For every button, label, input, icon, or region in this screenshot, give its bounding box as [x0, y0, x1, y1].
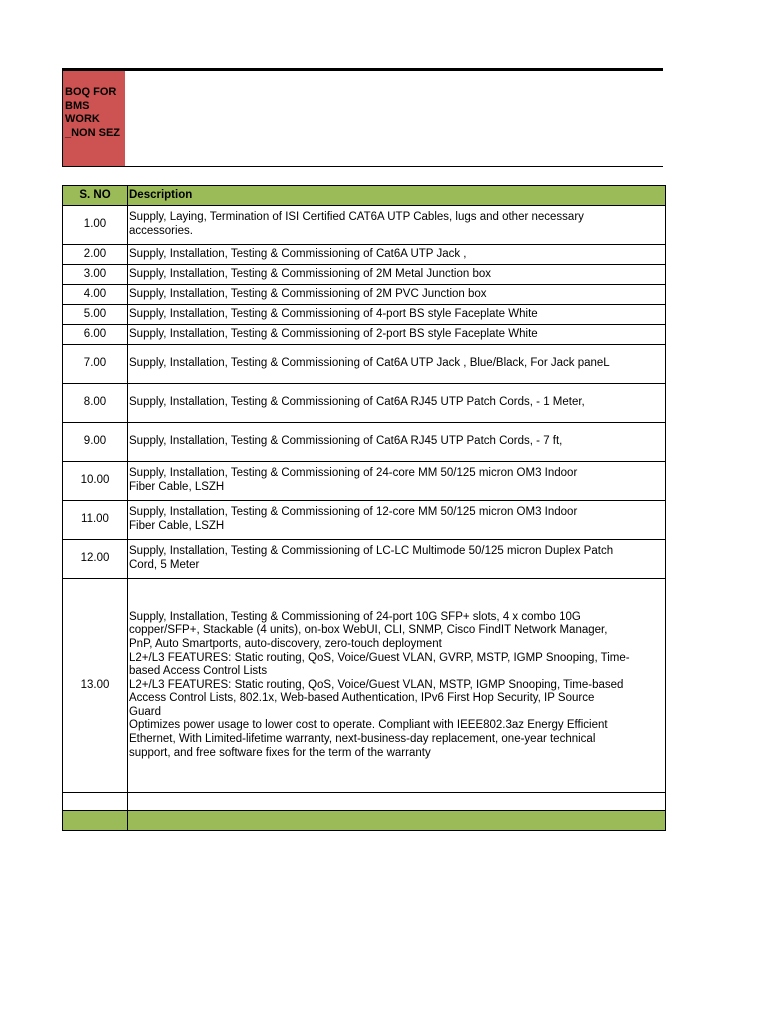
- row-description: [128, 579, 666, 793]
- description-line: Fiber Cable, LSZH: [129, 481, 225, 493]
- table-row: [63, 325, 666, 345]
- table-header-row: [63, 186, 666, 206]
- table-row: [63, 384, 666, 423]
- table-row: [63, 579, 666, 793]
- boq-title-cell: [63, 71, 125, 167]
- header-description: Description: [128, 186, 666, 206]
- empty-cell: [128, 793, 666, 811]
- table-row: [63, 345, 666, 384]
- description-line: Supply, Installation, Testing & Commissioning of 2M Metal Junction box: [129, 267, 492, 280]
- row-sno: 1.00: [63, 206, 128, 245]
- row-sno: 5.00: [63, 305, 128, 325]
- description-line: Supply, Installation, Testing & Commissioning of 4-port BS style Faceplate White: [129, 307, 538, 320]
- description-line: Optimizes power usage to lower cost to operate. Compliant with IEEE802.3az Energy Efficient: [129, 719, 608, 732]
- description-line: Supply, Installation, Testing & Commissioning of Cat6A RJ45 UTP Patch Cords, - 1 Meter,: [129, 396, 585, 409]
- description-line: support, and free software fixes for the term of the warranty: [129, 746, 431, 759]
- row-sno: 11.00: [63, 501, 128, 540]
- description-line: Supply, Installation, Testing & Commissioning of 12-core MM 50/125 micron OM3 Indoor: [129, 506, 578, 519]
- header-sno: S. NO: [63, 186, 128, 206]
- description-line: Cord, 5 Meter: [129, 559, 200, 571]
- row-description: [128, 265, 666, 285]
- total-cell: [63, 811, 128, 831]
- total-cell: [128, 811, 666, 831]
- table-row: [63, 462, 666, 501]
- description-line: based Access Control Lists: [129, 665, 268, 678]
- description-line: Supply, Installation, Testing & Commissioning of Cat6A RJ45 UTP Patch Cords, - 7 ft,: [129, 435, 563, 448]
- table-row: [63, 305, 666, 325]
- table-row: [63, 265, 666, 285]
- row-sno: 12.00: [63, 540, 128, 579]
- description-line: Supply, Installation, Testing & Commissioning of LC-LC Multimode 50/125 micron Duplex Patch: [129, 545, 614, 558]
- row-sno: 8.00: [63, 384, 128, 423]
- table-row: [63, 285, 666, 305]
- row-sno: 3.00: [63, 265, 128, 285]
- description-line: Supply, Laying, Termination of ISI Certified CAT6A UTP Cables, lugs and other necessary: [129, 211, 584, 224]
- description-line: Supply, Installation, Testing & Commissioning of 2-port BS style Faceplate White: [129, 327, 538, 340]
- description-line: copper/SFP+, Stackable (4 units), on-box WebUI, CLI, SNMP, Cisco FindIT Network Manager,: [129, 624, 608, 637]
- description-line: L2+/L3 FEATURES: Static routing, QoS, Voice/Guest VLAN, MSTP, IGMP Snooping, Time-based: [129, 678, 624, 691]
- row-sno: 4.00: [63, 285, 128, 305]
- description-line: accessories.: [129, 225, 193, 237]
- description-line: Supply, Installation, Testing & Commissioning of Cat6A UTP Jack , Blue/Black, For Jack paneL: [129, 357, 610, 370]
- row-sno: 2.00: [63, 245, 128, 265]
- row-sno: 6.00: [63, 325, 128, 345]
- row-description: [128, 245, 666, 265]
- description-line: Fiber Cable, LSZH: [129, 520, 225, 532]
- total-row: [63, 811, 666, 831]
- empty-row: [63, 793, 666, 811]
- top-border: [62, 68, 663, 71]
- title-line: BOQ FOR: [65, 86, 117, 98]
- title-line: WORK: [65, 113, 100, 125]
- row-sno: 9.00: [63, 423, 128, 462]
- description-line: Supply, Installation, Testing & Commissioning of 24-port 10G SFP+ slots, 4 x combo 10G: [129, 610, 581, 623]
- description-line: Guard: [129, 705, 161, 718]
- table-row: [63, 501, 666, 540]
- row-sno: 10.00: [63, 462, 128, 501]
- description-line: PnP, Auto Smartports, auto-discovery, zero-touch deployment: [129, 637, 442, 650]
- empty-cell: [63, 793, 128, 811]
- row-description: [128, 501, 666, 540]
- table-row: [63, 540, 666, 579]
- row-description: [128, 384, 666, 423]
- row-description: [128, 206, 666, 245]
- row-description: [128, 325, 666, 345]
- row-description: [128, 305, 666, 325]
- description-line: Supply, Installation, Testing & Commissioning of Cat6A UTP Jack ,: [129, 247, 467, 260]
- table-row: [63, 206, 666, 245]
- row-description: [128, 345, 666, 384]
- description-line: L2+/L3 FEATURES: Static routing, QoS, Voice/Guest VLAN, GVRP, MSTP, IGMP Snooping, Time-: [129, 651, 630, 664]
- description-line: Ethernet, With Limited-lifetime warranty, next-business-day replacement, one-year technical: [129, 733, 596, 746]
- description-line: Supply, Installation, Testing & Commissioning of 2M PVC Junction box: [129, 287, 487, 300]
- description-line: Access Control Lists, 802.1x, Web-based Authentication, IPv6 First Hop Security, IP Source: [129, 692, 595, 705]
- title-bottom-border: [62, 166, 663, 167]
- row-sno: 13.00: [63, 579, 128, 793]
- row-description: [128, 285, 666, 305]
- row-description: [128, 540, 666, 579]
- title-line: _NON SEZ: [65, 126, 121, 139]
- table-row: [63, 423, 666, 462]
- row-description: [128, 462, 666, 501]
- description-line: Supply, Installation, Testing & Commissioning of 24-core MM 50/125 micron OM3 Indoor: [129, 467, 578, 480]
- table-row: [63, 245, 666, 265]
- boq-table: [62, 185, 666, 831]
- row-sno: 7.00: [63, 345, 128, 384]
- row-description: [128, 423, 666, 462]
- title-line: BMS: [65, 99, 90, 112]
